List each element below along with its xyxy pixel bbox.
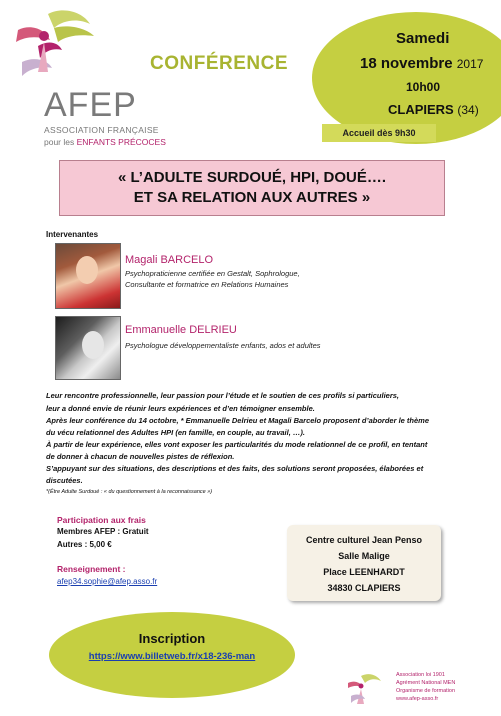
- speaker-photo-delrieu: [55, 316, 121, 380]
- conference-title-line2: ET SA RELATION AUX AUTRES »: [133, 189, 371, 206]
- event-day: Samedi: [396, 30, 450, 47]
- event-time: 10h00: [406, 80, 441, 94]
- logo-subtitle-line2: [44, 137, 166, 147]
- event-place: [388, 102, 479, 117]
- inscription-link[interactable]: https://www.billetweb.fr/x18-236-man: [88, 651, 256, 662]
- event-year: 2017: [456, 57, 484, 71]
- participation-label: Participation aux frais: [57, 515, 146, 525]
- event-date-day-month: 18 novembre: [360, 55, 453, 72]
- logo-subtitle-highlight: ENFANTS PRÉCOCES: [76, 137, 166, 147]
- event-date: [360, 55, 483, 72]
- description-line: À partir de leur expérience, elles vont exposer les particularités du mode relationnel de ce profil, en tentant: [46, 440, 428, 449]
- accueil-badge: Accueil dès 9h30: [322, 124, 436, 142]
- speaker-name: Emmanuelle DELRIEU: [125, 324, 237, 336]
- org-website: www.afep-asso.fr: [396, 696, 439, 702]
- afep-logo-icon: [8, 6, 96, 92]
- org-info-line: Agrément National MEN: [396, 680, 456, 686]
- description-line: S’appuyant sur des situations, des descriptions et des faits, des solutions seront proposées, élaborées et: [46, 464, 424, 473]
- logo-subtitle-line1: ASSOCIATION FRANÇAISE: [44, 125, 159, 135]
- speakers-heading: Intervenantes: [46, 230, 99, 239]
- speaker-role: Psychopraticienne certifiée en Gestalt, Sophrologue,: [125, 269, 300, 278]
- venue-line: Centre culturel Jean Penso: [305, 535, 423, 545]
- participation-others: Autres : 5,00 €: [57, 540, 112, 549]
- contact-email-link[interactable]: afep34.sophie@afep.asso.fr: [57, 577, 158, 586]
- participation-members: Membres AFEP : Gratuit: [57, 527, 149, 536]
- description-line: du vécu relationnel des Adultes HPI (en famille, en couple, au travail, …).: [46, 428, 305, 437]
- description-line: Leur rencontre professionnelle, leur passion pour l’étude et le soutien de ces profils si particuliers,: [46, 391, 400, 400]
- conference-title-box: [59, 160, 445, 216]
- renseignement-label: Renseignement :: [57, 564, 126, 574]
- footnote: *(Être Adulte Surdoué : « du questionnement à la reconnaissance »): [46, 489, 213, 495]
- conference-title-line1: « L’ADULTE SURDOUÉ, HPI, DOUÉ….: [117, 169, 387, 186]
- speaker-face: [82, 331, 104, 359]
- conference-heading: CONFÉRENCE: [150, 53, 289, 74]
- afep-small-logo-icon: [345, 672, 383, 708]
- description-line: discutées.: [46, 476, 83, 485]
- speaker-role: Psychologue développementaliste enfants, ados et adultes: [125, 341, 321, 350]
- logo-subtitle-prefix: pour les: [44, 137, 75, 147]
- venue-line: Salle Malige: [338, 551, 390, 561]
- event-dept: (34): [457, 103, 479, 117]
- org-info-line: Association loi 1901: [396, 672, 445, 678]
- description-line: Après leur conférence du 14 octobre, * Emmanuelle Delrieu et Magali Barcelo proposent d’aborder le thème: [46, 416, 430, 425]
- venue-line: 34830 CLAPIERS: [327, 583, 401, 593]
- speaker-role: Consultante et formatrice en Relations Humaines: [125, 280, 289, 289]
- speaker-name: Magali BARCELO: [125, 254, 214, 266]
- logo-wordmark: AFEP: [44, 86, 137, 124]
- description-line: leur a donné envie de réunir leurs expériences et d’en témoigner ensemble.: [46, 404, 315, 413]
- event-city: CLAPIERS: [388, 102, 454, 117]
- speaker-photo-barcelo: [55, 243, 121, 309]
- org-info-line: Organisme de formation: [396, 688, 455, 694]
- speaker-face: [76, 256, 98, 284]
- inscription-title: Inscription: [138, 631, 206, 646]
- venue-line: Place LEENHARDT: [323, 567, 405, 577]
- description-line: de donner à chacun de nouvelles pistes de réflexion.: [46, 452, 235, 461]
- venue-box: [287, 525, 441, 601]
